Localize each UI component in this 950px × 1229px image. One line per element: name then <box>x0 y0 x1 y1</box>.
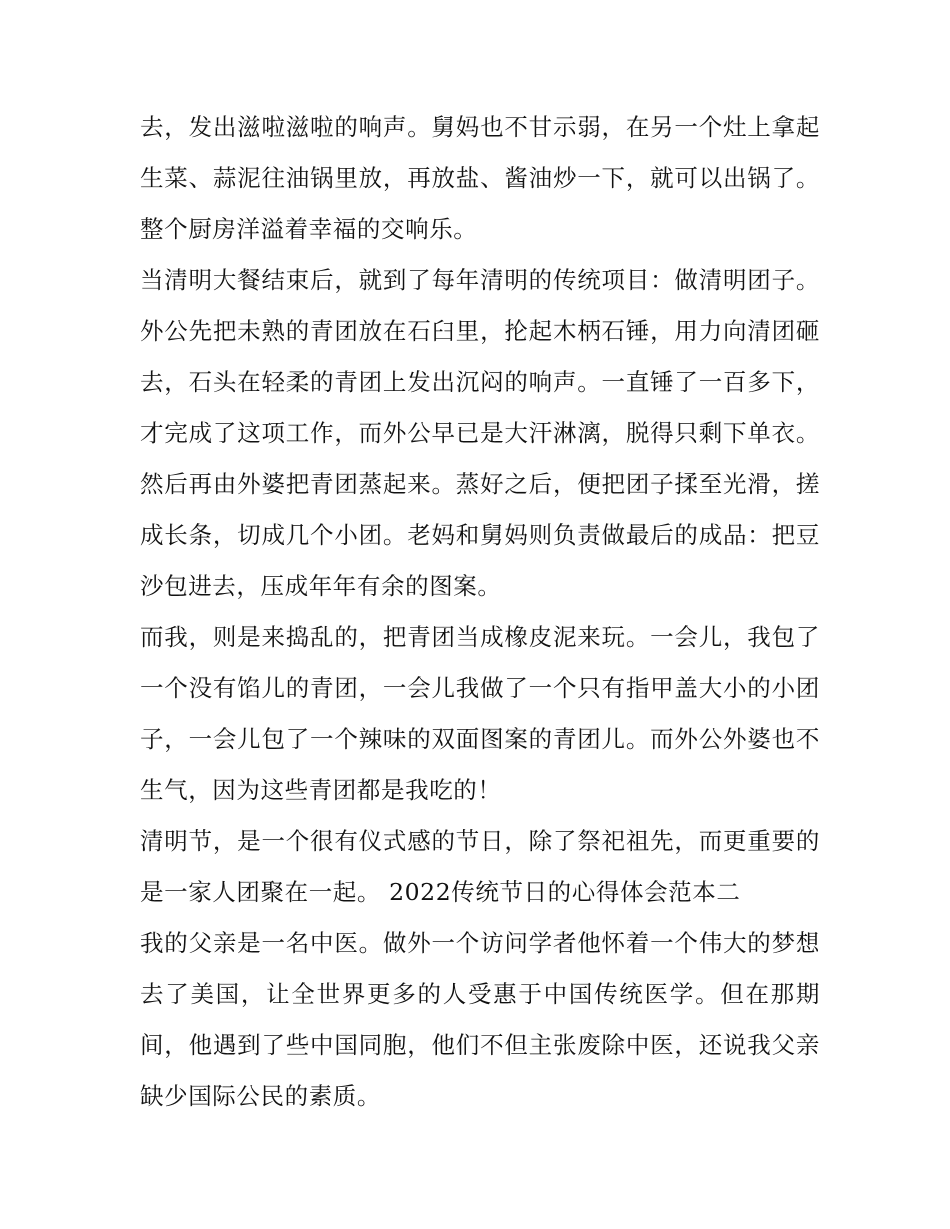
paragraph: 当清明大餐结束后，就到了每年清明的传统项目：做清明团子。外公先把未熟的青团放在石臼里，抡起木柄石锤，用力向清团砸去，石头在轻柔的青团上发出沉闷的响声。一直锤了一百多下，才完成了这项工作，而外公早已是大汗淋漓，脱得只剩下单衣。然后再由外婆把青团蒸起来。蒸好之后，便把团子揉至光滑，搓成长条，切成几个小团。老妈和舅妈则负责做最后的成品：把豆沙包进去，压成年年有余的图案。 <box>140 266 820 600</box>
paragraph: 我的父亲是一名中医。做外一个访问学者他怀着一个伟大的梦想去了美国，让全世界更多的人受惠于中国传统医学。但在那期间，他遇到了些中国同胞，他们不但主张废除中医，还说我父亲缺少国际公民的素质。 <box>140 929 820 1110</box>
paragraph: 去，发出滋啦滋啦的响声。舅妈也不甘示弱，在另一个灶上拿起生菜、蒜泥往油锅里放，再放盐、酱油炒一下，就可以出锅了。整个厨房洋溢着幸福的交响乐。 <box>140 113 820 243</box>
document-body <box>140 102 820 1122</box>
paragraph: 清明节，是一个很有仪式感的节日，除了祭祀祖先，而更重要的是一家人团聚在一起。 2022传统节日的心得体会范本二 <box>140 827 820 906</box>
paragraph: 而我，则是来捣乱的，把青团当成橡皮泥来玩。一会儿，我包了一个没有馅儿的青团，一会儿我做了一个只有指甲盖大小的小团子，一会儿包了一个辣味的双面图案的青团儿。而外公外婆也不生气，因为这些青团都是我吃的！ <box>140 623 820 804</box>
